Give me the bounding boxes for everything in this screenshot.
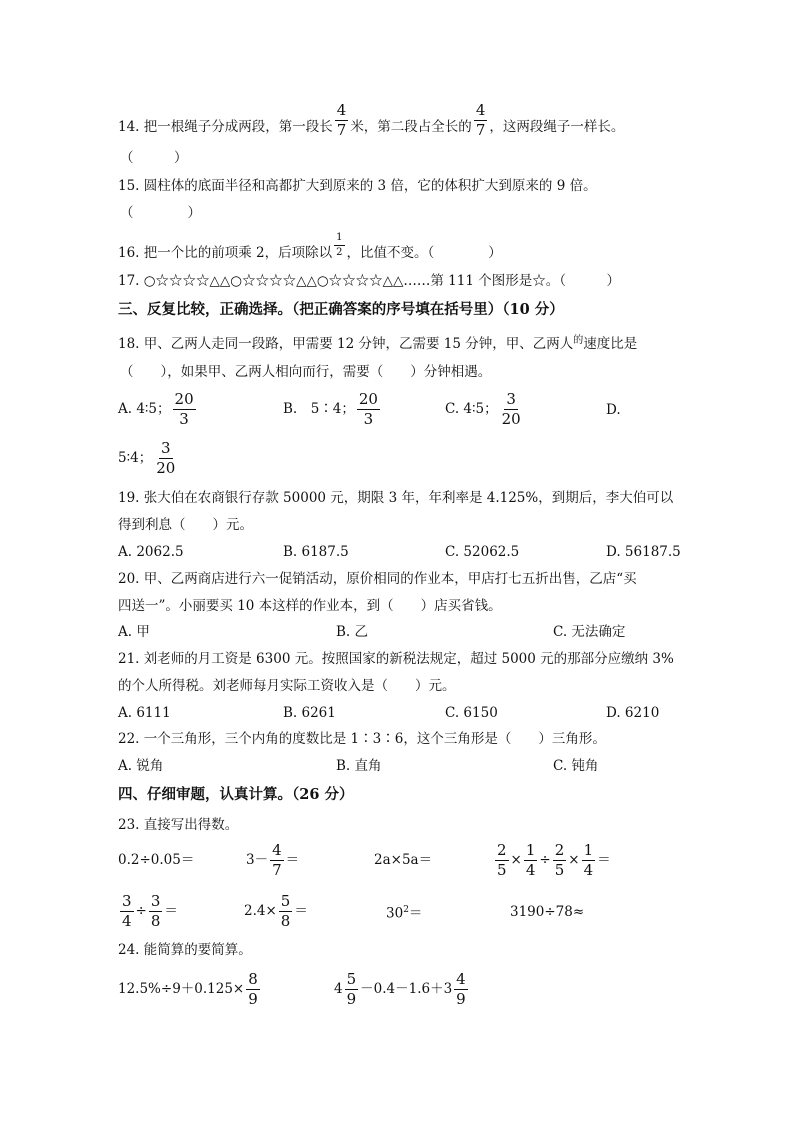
q16-text-after: ，比值不变。（ ） <box>346 245 502 261</box>
q20-line1: 20. 甲、乙两商店进行六一促销活动，原价相同的作业本，甲店打七五折出售，乙店“买 <box>118 571 637 587</box>
q18-option-b[interactable]: B. 5∶4； $\frac{20}{3}$ <box>283 390 378 428</box>
q21-option-d[interactable]: D. 6210 <box>606 705 660 721</box>
q18-line2: （ ），如果甲、乙两人相向而行，需要（ ）分钟相遇。 <box>120 364 492 380</box>
q16-fraction-half: $\frac{1}{2}$ <box>336 232 343 258</box>
q18-text-1b: 速度比是 <box>583 336 638 352</box>
q21-option-a[interactable]: A. 6111 <box>118 705 171 721</box>
q19-option-d[interactable]: D. 56187.5 <box>606 544 681 560</box>
q18-option-c-fraction: $\frac{3}{20}$ <box>501 390 521 428</box>
q20-line2: 四送一”。小丽要买 10 本这样的作业本，到（ ）店买省钱。 <box>118 598 502 614</box>
q14-text-mid: 米，第二段占全长的 <box>350 119 472 135</box>
q18-option-d-fraction: $\frac{3}{20}$ <box>156 439 176 477</box>
q18-option-a[interactable]: A. 4∶5； $\frac{20}{3}$ <box>118 390 194 428</box>
q24-title: 24. 能简算的要简算。 <box>118 942 252 958</box>
q21-option-b[interactable]: B. 6261 <box>283 705 336 721</box>
q18-option-d-label[interactable]: D. <box>606 402 621 418</box>
q15-answer-blank[interactable]: （ ） <box>120 205 201 221</box>
q23-expr-5: $\frac{3}{4}$ ÷ $\frac{3}{8}$ ＝ <box>122 892 178 930</box>
q23-expr-7: $30^2=$ <box>386 905 423 922</box>
q17-text: 17. ○☆☆☆☆△△○☆☆☆☆△△○☆☆☆☆△△……第 111 个图形是☆。（ ） <box>118 273 620 289</box>
q18-line1 <box>118 335 638 352</box>
section3-heading: 三、反复比较，正确选择。（把正确答案的序号填在括号里）（10 分） <box>118 301 564 318</box>
q15-text: 15. 圆柱体的底面半径和高都扩大到原来的 3 倍，它的体积扩大到原来的 9 倍。 <box>118 178 597 194</box>
q23-expr-2: 3－ $\frac{4}{7}$ ＝ <box>246 841 300 879</box>
q16-text-before: 16. 把一个比的前项乘 2，后项除以 <box>118 245 333 261</box>
q23-expr-1: 0.2÷0.05＝ <box>118 852 195 868</box>
q20-option-a[interactable]: A. 甲 <box>118 624 150 640</box>
q14-fraction-share: $\frac{4}{7}$ <box>475 101 486 139</box>
q21-option-c[interactable]: C. 6150 <box>445 705 498 721</box>
q20-option-b[interactable]: B. 乙 <box>336 624 369 640</box>
q20-option-c[interactable]: C. 无法确定 <box>553 624 626 640</box>
q23-expr-3: 2a×5a＝ <box>374 852 433 868</box>
q16-line <box>118 232 502 261</box>
q21-line2: 的个人所得税。刘老师每月实际工资收入是（ ）元。 <box>118 678 456 694</box>
q19-option-c[interactable]: C. 52062.5 <box>445 544 520 560</box>
q18-option-d[interactable]: 5∶4； $\frac{3}{20}$ <box>118 439 176 477</box>
q19-line1: 19. 张大伯在农商银行存款 50000 元，期限 3 年，年利率是 4.125%，到期后，李大伯可以 <box>118 490 674 506</box>
section4-heading: 四、仔细审题，认真计算。（26 分） <box>118 786 354 803</box>
q14-text-before: 14. 把一根绳子分成两段，第一段长 <box>118 119 333 135</box>
q18-text-1: 18. 甲、乙两人走同一段路，甲需要 12 分钟，乙需要 15 分钟，甲、乙两人 <box>118 336 574 352</box>
q18-option-c[interactable]: C. 4∶5； $\frac{3}{20}$ <box>445 390 521 428</box>
q22-option-c[interactable]: C. 钝角 <box>553 758 599 774</box>
q14-answer-blank[interactable]: （ ） <box>120 150 188 166</box>
q23-expr-4: $\frac{2}{5}$ × $\frac{1}{4}$ ÷ $\frac{2}{5}$ × $\frac{1}{4}$ ＝ <box>497 841 611 879</box>
q22-line1: 22. 一个三角形，三个内角的度数比是 1∶3∶6，这个三角形是（ ）三角形。 <box>118 731 606 747</box>
q22-option-b[interactable]: B. 直角 <box>336 758 382 774</box>
q18-de-char: 的 <box>573 335 584 346</box>
q21-line1: 21. 刘老师的月工资是 6300 元。按照国家的新税法规定，超过 5000 元的那部分应缴纳 3% <box>118 651 674 667</box>
q19-option-a[interactable]: A. 2062.5 <box>118 544 184 560</box>
q18-option-b-fraction: $\frac{20}{3}$ <box>358 390 378 428</box>
q14-fraction-length: $\frac{4}{7}$ <box>336 101 347 139</box>
q23-expr-6: 2.4× $\frac{5}{8}$ ＝ <box>244 892 308 930</box>
q23-title: 23. 直接写出得数。 <box>118 817 239 833</box>
q23-expr-8: 3190÷78≈ <box>510 904 585 920</box>
q22-option-a[interactable]: A. 锐角 <box>118 758 164 774</box>
q14-text-after: ，这两段绳子一样长。 <box>489 119 625 135</box>
q19-option-b[interactable]: B. 6187.5 <box>283 544 349 560</box>
q18-option-a-fraction: $\frac{20}{3}$ <box>174 390 194 428</box>
q14-line <box>118 103 624 138</box>
q24-expr-2: 4 $\frac{5}{9}$ －0.4－1.6＋3 $\frac{4}{9}$ <box>334 970 466 1008</box>
q19-line2: 得到利息（ ）元。 <box>118 517 253 533</box>
q24-expr-1: 12.5%÷9＋0.125× $\frac{8}{9}$ <box>118 970 258 1008</box>
